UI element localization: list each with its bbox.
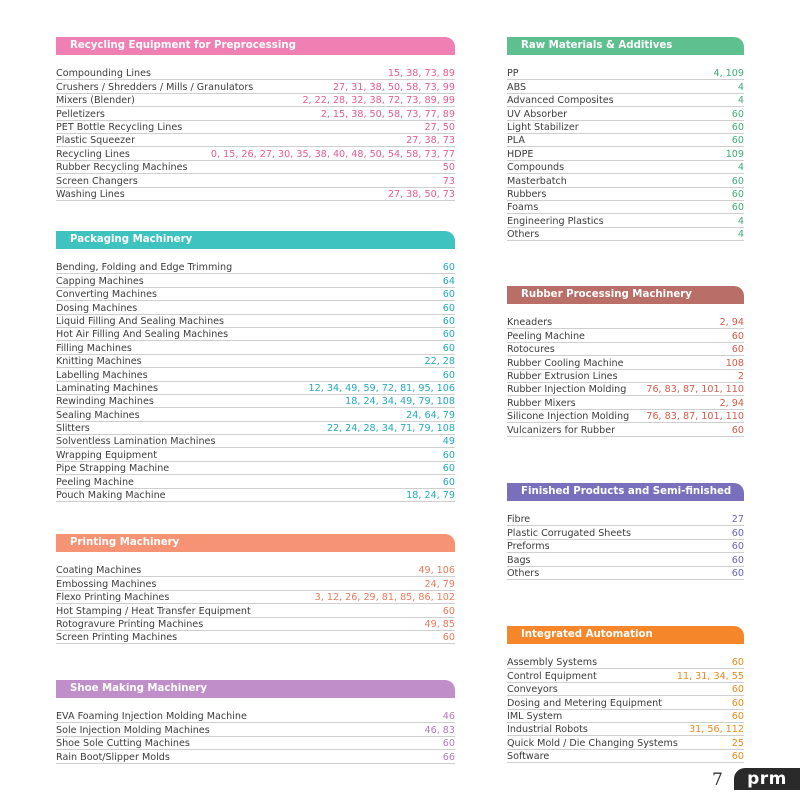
entry-label: Masterbatch: [507, 175, 567, 187]
page-references: 0, 15, 26, 27, 30, 35, 38, 40, 48, 50, 54, 58, 73, 77: [210, 148, 455, 160]
list-item: [507, 567, 744, 580]
page-references: 24, 79: [424, 578, 455, 590]
entry-label: Rubber Cooling Machine: [507, 357, 624, 369]
entry-label: Others: [507, 229, 540, 241]
entry-list: [507, 316, 744, 437]
list-item: [507, 750, 744, 763]
list-item: [56, 288, 455, 301]
page-references: 60: [442, 449, 455, 461]
entry-label: Sole Injection Molding Machines: [56, 724, 210, 736]
entry-label: Pouch Making Machine: [56, 490, 166, 502]
entry-label: Sealing Machines: [56, 409, 140, 421]
entry-label: Plastic Squeezer: [56, 135, 136, 147]
list-item: [56, 750, 455, 763]
list-item: [56, 67, 455, 80]
section-printing-machinery: [56, 534, 455, 644]
list-item: [507, 147, 744, 160]
list-item: [56, 382, 455, 395]
entry-list: [56, 710, 455, 764]
section-header: Packaging Machinery: [56, 231, 455, 249]
entry-label: Hot Air Filling And Sealing Machines: [56, 329, 229, 341]
entry-label: Rotocures: [507, 344, 555, 356]
entry-label: Others: [507, 567, 540, 579]
list-item: [507, 396, 744, 409]
section-integrated-automation: [507, 626, 744, 763]
list-item: [56, 188, 455, 201]
page-references: 49: [442, 436, 455, 448]
entry-label: Labelling Machines: [56, 369, 148, 381]
section-header: Printing Machinery: [56, 534, 455, 552]
section-raw-materials: [507, 37, 744, 241]
list-item: [507, 423, 744, 436]
entry-label: Software: [507, 751, 550, 763]
page-references: 18, 24, 79: [406, 490, 455, 502]
entry-label: Bending, Folding and Edge Trimming: [56, 262, 233, 274]
entry-label: Light Stabilizer: [507, 121, 579, 133]
page-references: 60: [731, 657, 744, 669]
page-references: 2: [737, 370, 744, 382]
section-header: Finished Products and Semi-finished Products: [507, 483, 744, 501]
page-references: 25: [731, 737, 744, 749]
entry-label: Rain Boot/Slipper Molds: [56, 751, 170, 763]
list-item: [507, 67, 744, 80]
list-item: [507, 553, 744, 566]
list-item: [56, 631, 455, 644]
list-item: [56, 723, 455, 736]
section-header: Recycling Equipment for Preprocessing: [56, 37, 455, 55]
list-item: [56, 475, 455, 488]
list-item: [56, 107, 455, 120]
list-item: [507, 343, 744, 356]
entry-label: Washing Lines: [56, 188, 125, 200]
list-item: [56, 161, 455, 174]
list-item: [507, 656, 744, 669]
entry-label: Mixers (Blender): [56, 95, 135, 107]
entry-label: Rubbers: [507, 188, 547, 200]
page-references: 49, 85: [424, 618, 455, 630]
entry-label: Kneaders: [507, 317, 553, 329]
page-references: 4: [737, 162, 744, 174]
list-item: [56, 618, 455, 631]
list-item: [56, 261, 455, 274]
entry-label: Dosing Machines: [56, 302, 138, 314]
entry-label: Silicone Injection Molding: [507, 411, 630, 423]
list-item: [507, 107, 744, 120]
entry-label: Hot Stamping / Heat Transfer Equipment: [56, 605, 251, 617]
entry-label: UV Absorber: [507, 108, 568, 120]
section-packaging-machinery: [56, 231, 455, 502]
page-references: 60: [731, 135, 744, 147]
page-references: 60: [731, 175, 744, 187]
list-item: [56, 121, 455, 134]
page-references: 24, 64, 79: [406, 409, 455, 421]
page-references: 60: [731, 108, 744, 120]
entry-label: ABS: [507, 81, 527, 93]
entry-label: Crushers / Shredders / Mills / Granulators: [56, 81, 254, 93]
list-item: [56, 134, 455, 147]
list-item: [56, 80, 455, 93]
page-references: 60: [731, 424, 744, 436]
page-references: 11, 31, 34, 55: [676, 670, 744, 682]
entry-label: PLA: [507, 135, 525, 147]
list-item: [56, 301, 455, 314]
list-item: [56, 577, 455, 590]
list-item: [507, 736, 744, 749]
list-item: [507, 356, 744, 369]
entry-label: Pipe Strapping Machine: [56, 463, 170, 475]
list-item: [56, 315, 455, 328]
page-references: 22, 24, 28, 34, 71, 79, 108: [326, 423, 455, 435]
entry-label: Pelletizers: [56, 108, 105, 120]
list-item: [507, 228, 744, 241]
list-item: [507, 134, 744, 147]
entry-label: Assembly Systems: [507, 657, 598, 669]
list-item: [507, 710, 744, 723]
entry-label: Control Equipment: [507, 670, 597, 682]
entry-label: Laminating Machines: [56, 382, 158, 394]
entry-label: Quick Mold / Die Changing Systems: [507, 737, 678, 749]
entry-list: [507, 67, 744, 241]
page-references: 27, 38, 73: [406, 135, 455, 147]
page-references: 60: [731, 527, 744, 539]
entry-label: EVA Foaming Injection Molding Machine: [56, 711, 247, 723]
page-references: 60: [442, 342, 455, 354]
list-item: [507, 526, 744, 539]
list-item: [56, 395, 455, 408]
list-item: [507, 696, 744, 709]
page-references: 60: [442, 738, 455, 750]
page-references: 50: [442, 162, 455, 174]
page-references: 60: [442, 463, 455, 475]
list-item: [56, 737, 455, 750]
page-references: 4: [737, 81, 744, 93]
section-rubber-processing: [507, 286, 744, 437]
page-references: 2, 94: [719, 397, 744, 409]
page-references: 46: [442, 711, 455, 723]
list-item: [507, 513, 744, 526]
entry-label: Advanced Composites: [507, 95, 614, 107]
list-item: [56, 147, 455, 160]
list-item: [507, 370, 744, 383]
page-references: 60: [442, 329, 455, 341]
page-references: 60: [442, 315, 455, 327]
entry-label: Conveyors: [507, 684, 558, 696]
entry-label: HDPE: [507, 148, 534, 160]
list-item: [56, 462, 455, 475]
list-item: [507, 383, 744, 396]
list-item: [507, 329, 744, 342]
list-item: [507, 669, 744, 682]
list-item: [507, 188, 744, 201]
list-item: [507, 410, 744, 423]
entry-list: [56, 261, 455, 502]
entry-list: [507, 513, 744, 580]
entry-label: Coating Machines: [56, 565, 142, 577]
page-references: 60: [731, 751, 744, 763]
page-references: 2, 94: [719, 317, 744, 329]
entry-list: [56, 67, 455, 201]
entry-label: Shoe Sole Cutting Machines: [56, 738, 190, 750]
entry-label: Rubber Mixers: [507, 397, 576, 409]
page-references: 76, 83, 87, 101, 110: [646, 384, 744, 396]
list-item: [507, 161, 744, 174]
list-item: [507, 214, 744, 227]
list-item: [56, 710, 455, 723]
entry-label: Preforms: [507, 541, 550, 553]
page-references: 109: [725, 148, 744, 160]
page-references: 31, 56, 112: [689, 724, 744, 736]
entry-label: Flexo Printing Machines: [56, 592, 170, 604]
page-references: 22, 28: [424, 356, 455, 368]
list-item: [56, 564, 455, 577]
entry-label: Compounding Lines: [56, 68, 152, 80]
list-item: [56, 408, 455, 421]
page-references: 4: [737, 95, 744, 107]
list-item: [56, 422, 455, 435]
entry-label: Filling Machines: [56, 342, 132, 354]
list-item: [56, 274, 455, 287]
section-finished-products: [507, 483, 744, 580]
page-references: 60: [731, 684, 744, 696]
page-references: 60: [731, 188, 744, 200]
page-references: 60: [731, 202, 744, 214]
page-references: 60: [442, 369, 455, 381]
entry-label: Liquid Filling And Sealing Machines: [56, 315, 225, 327]
entry-label: Bags: [507, 554, 531, 566]
entry-label: Compounds: [507, 162, 565, 174]
entry-label: Solventless Lamination Machines: [56, 436, 216, 448]
section-header: Raw Materials & Additives: [507, 37, 744, 55]
entry-label: Recycling Lines: [56, 148, 130, 160]
list-item: [56, 328, 455, 341]
page-references: 60: [731, 121, 744, 133]
list-item: [507, 121, 744, 134]
section-shoe-making-machinery: [56, 680, 455, 764]
entry-label: Screen Changers: [56, 175, 138, 187]
page-references: 4: [737, 215, 744, 227]
entry-label: Rotogravure Printing Machines: [56, 618, 204, 630]
entry-label: Dosing and Metering Equipment: [507, 697, 662, 709]
entry-label: Peeling Machine: [507, 330, 585, 342]
page-references: 60: [731, 554, 744, 566]
section-header: Rubber Processing Machinery: [507, 286, 744, 304]
page-references: 49, 106: [418, 565, 455, 577]
entry-label: Rewinding Machines: [56, 396, 154, 408]
page-references: 60: [731, 567, 744, 579]
page-references: 76, 83, 87, 101, 110: [646, 411, 744, 423]
entry-label: Industrial Robots: [507, 724, 588, 736]
page-references: 60: [731, 697, 744, 709]
page-references: 60: [731, 710, 744, 722]
page-references: 60: [442, 476, 455, 488]
entry-label: Rubber Extrusion Lines: [507, 370, 618, 382]
list-item: [56, 355, 455, 368]
list-item: [507, 80, 744, 93]
entry-label: Plastic Corrugated Sheets: [507, 527, 631, 539]
entry-label: Rubber Recycling Machines: [56, 162, 188, 174]
list-item: [56, 448, 455, 461]
page-references: 46, 83: [424, 724, 455, 736]
entry-label: Knitting Machines: [56, 356, 142, 368]
list-item: [56, 489, 455, 502]
page-references: 64: [442, 275, 455, 287]
page-references: 3, 12, 26, 29, 81, 85, 86, 102: [314, 592, 455, 604]
page-references: 60: [442, 632, 455, 644]
entry-label: PP: [507, 68, 519, 80]
entry-label: Converting Machines: [56, 289, 157, 301]
list-item: [56, 174, 455, 187]
list-item: [56, 591, 455, 604]
section-header: Integrated Automation: [507, 626, 744, 644]
page-references: 66: [442, 751, 455, 763]
page-references: 27: [731, 514, 744, 526]
entry-label: PET Bottle Recycling Lines: [56, 121, 183, 133]
list-item: [507, 316, 744, 329]
page-references: 15, 38, 73, 89: [387, 68, 455, 80]
entry-label: Engineering Plastics: [507, 215, 604, 227]
page-references: 27, 50: [424, 121, 455, 133]
page-references: 60: [731, 330, 744, 342]
entry-label: Slitters: [56, 423, 90, 435]
section-recycling-equipment: [56, 37, 455, 201]
page-references: 60: [442, 262, 455, 274]
entry-label: Fibre: [507, 514, 531, 526]
page-references: 60: [442, 605, 455, 617]
list-item: [56, 604, 455, 617]
entry-label: Rubber Injection Molding: [507, 384, 627, 396]
page-references: 2, 15, 38, 50, 58, 73, 77, 89: [320, 108, 455, 120]
list-item: [56, 94, 455, 107]
prm-logo: prm: [734, 768, 800, 790]
page-references: 4, 109: [713, 68, 744, 80]
page-references: 108: [725, 357, 744, 369]
entry-label: Vulcanizers for Rubber: [507, 424, 616, 436]
section-header: Shoe Making Machinery: [56, 680, 455, 698]
page-references: 27, 38, 50, 73: [387, 188, 455, 200]
page-references: 18, 24, 34, 49, 79, 108: [345, 396, 455, 408]
entry-label: Capping Machines: [56, 275, 144, 287]
list-item: [56, 341, 455, 354]
entry-label: Screen Printing Machines: [56, 632, 178, 644]
list-item: [507, 683, 744, 696]
page-number: 7: [712, 770, 723, 790]
list-item: [507, 201, 744, 214]
page-references: 12, 34, 49, 59, 72, 81, 95, 106: [308, 382, 455, 394]
entry-list: [507, 656, 744, 763]
entry-label: Foams: [507, 202, 539, 214]
entry-label: Peeling Machine: [56, 476, 134, 488]
list-item: [507, 94, 744, 107]
page-references: 27, 31, 38, 50, 58, 73, 99: [332, 81, 455, 93]
page-references: 60: [731, 344, 744, 356]
list-item: [56, 368, 455, 381]
page-references: 60: [731, 541, 744, 553]
entry-label: IML System: [507, 710, 563, 722]
list-item: [507, 174, 744, 187]
entry-label: Wrapping Equipment: [56, 449, 158, 461]
list-item: [507, 540, 744, 553]
page-references: 60: [442, 302, 455, 314]
page-references: 2, 22, 28, 32, 38, 72, 73, 89, 99: [302, 95, 455, 107]
list-item: [507, 723, 744, 736]
entry-list: [56, 564, 455, 644]
page-references: 73: [442, 175, 455, 187]
page-references: 4: [737, 229, 744, 241]
list-item: [56, 435, 455, 448]
entry-label: Embossing Machines: [56, 578, 157, 590]
page-references: 60: [442, 289, 455, 301]
